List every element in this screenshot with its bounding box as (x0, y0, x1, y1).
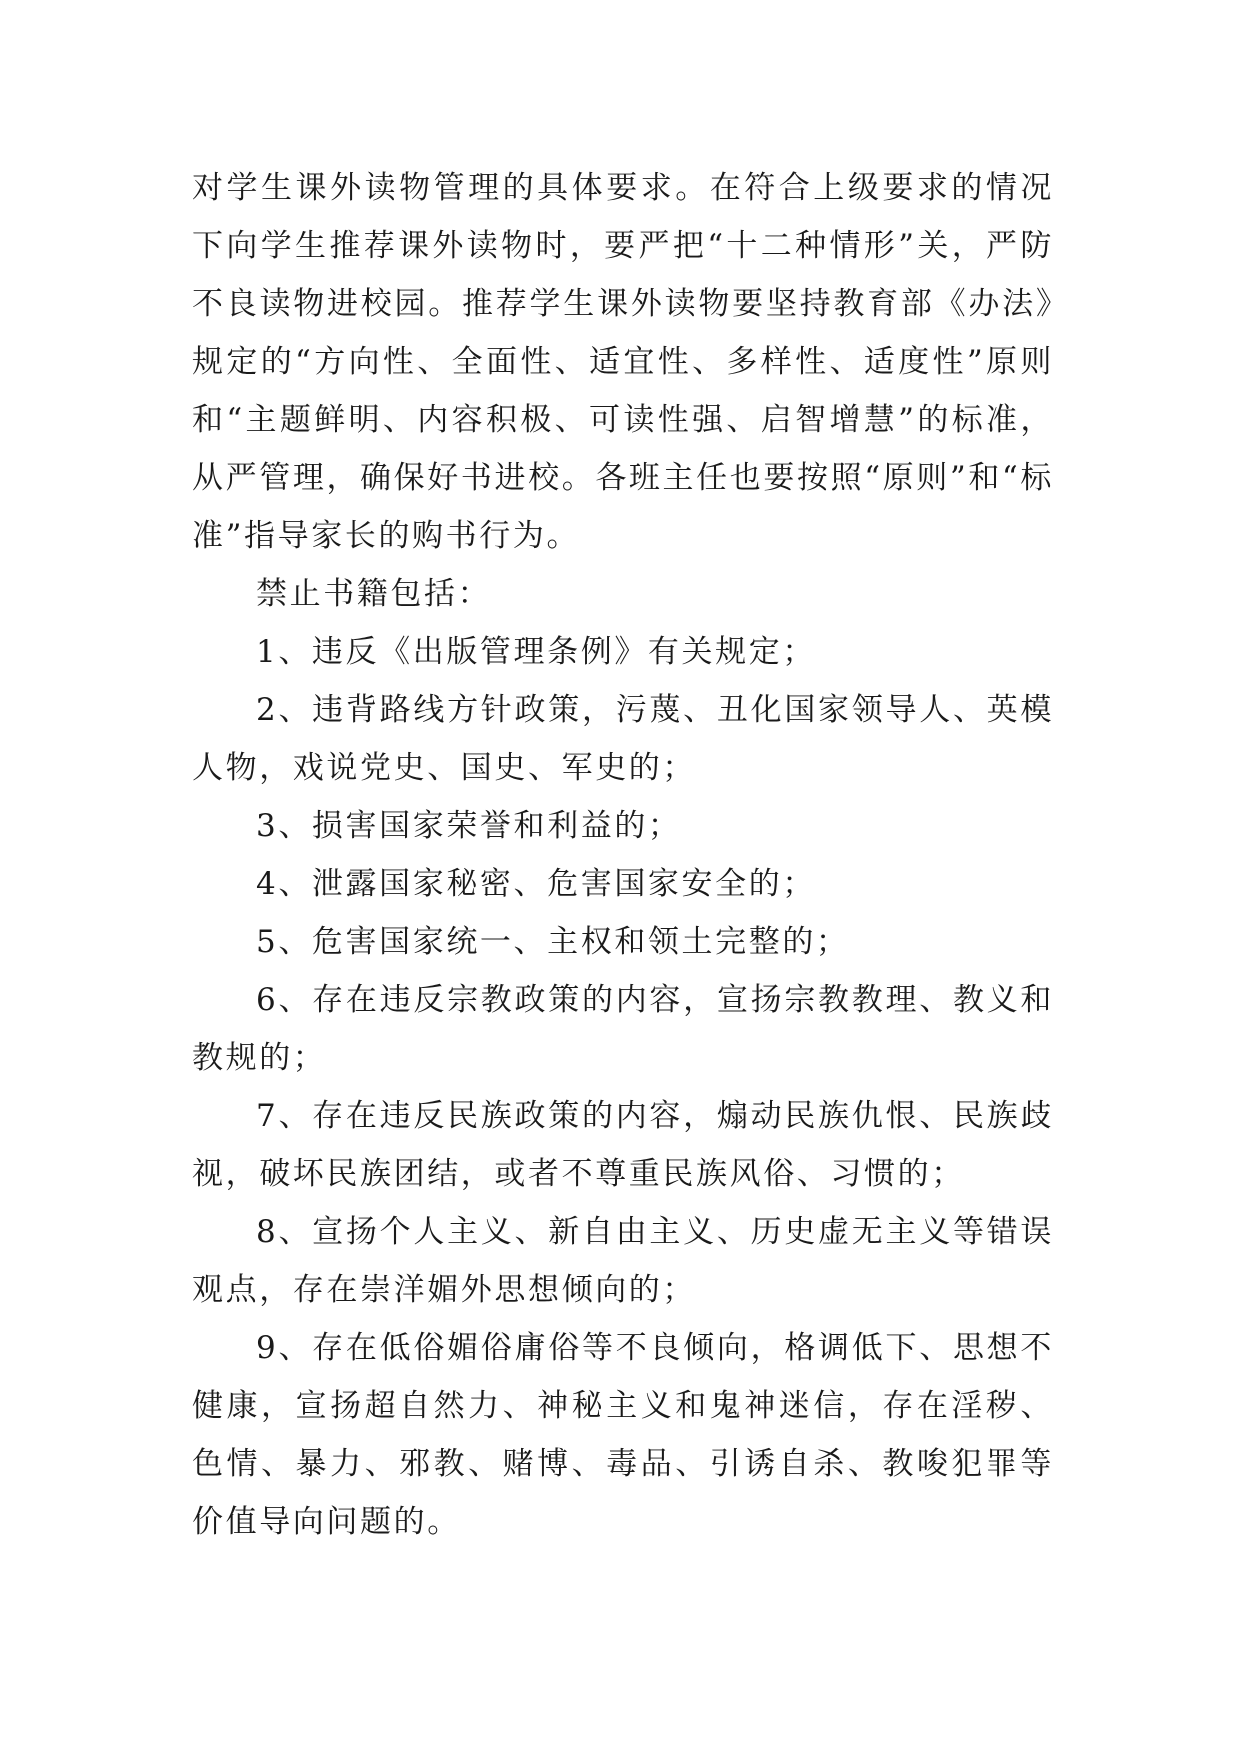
list-item: 8、宣扬个人主义、新自由主义、历史虚无主义等错误观点，存在崇洋媚外思想倾向的； (192, 1214, 1054, 1308)
list-item: 6、存在违反宗教政策的内容，宣扬宗教教理、教义和教规的； (192, 982, 1054, 1076)
opening-paragraph: 对学生课外读物管理的具体要求。在符合上级要求的情况下向学生推荐课外读物时，要严把“十二种情形”关，严防不良读物进校园。推荐学生课外读物要坚持教育部《办法》规定的“方向性、全面性、适宜性、多样性、适度性”原则和“主题鲜明、内容积极、可读性强、启智增慧”的标准，从严管理，确保好书进校。各班主任也要按照“原则”和“标准”指导家长的购书行为。 (192, 170, 1054, 554)
list-item: 2、违背路线方针政策，污蔑、丑化国家领导人、英模人物，戏说党史、国史、军史的； (192, 692, 1054, 786)
document-body (192, 159, 1054, 1551)
list-item: 1、违反《出版管理条例》有关规定； (256, 634, 816, 670)
list-item: 3、损害国家荣誉和利益的； (256, 808, 682, 844)
list-heading: 禁止书籍包括： (256, 576, 492, 612)
list-item: 5、危害国家统一、主权和领土完整的； (256, 924, 850, 960)
list-item: 4、泄露国家秘密、危害国家安全的； (256, 866, 816, 902)
list-item: 9、存在低俗媚俗庸俗等不良倾向，格调低下、思想不健康，宣扬超自然力、神秘主义和鬼神迷信，存在淫秽、色情、暴力、邪教、赌博、毒品、引诱自杀、教唆犯罪等价值导向问题的。 (192, 1330, 1054, 1540)
list-item: 7、存在违反民族政策的内容，煽动民族仇恨、民族歧视，破坏民族团结，或者不尊重民族风俗、习惯的； (192, 1098, 1054, 1192)
